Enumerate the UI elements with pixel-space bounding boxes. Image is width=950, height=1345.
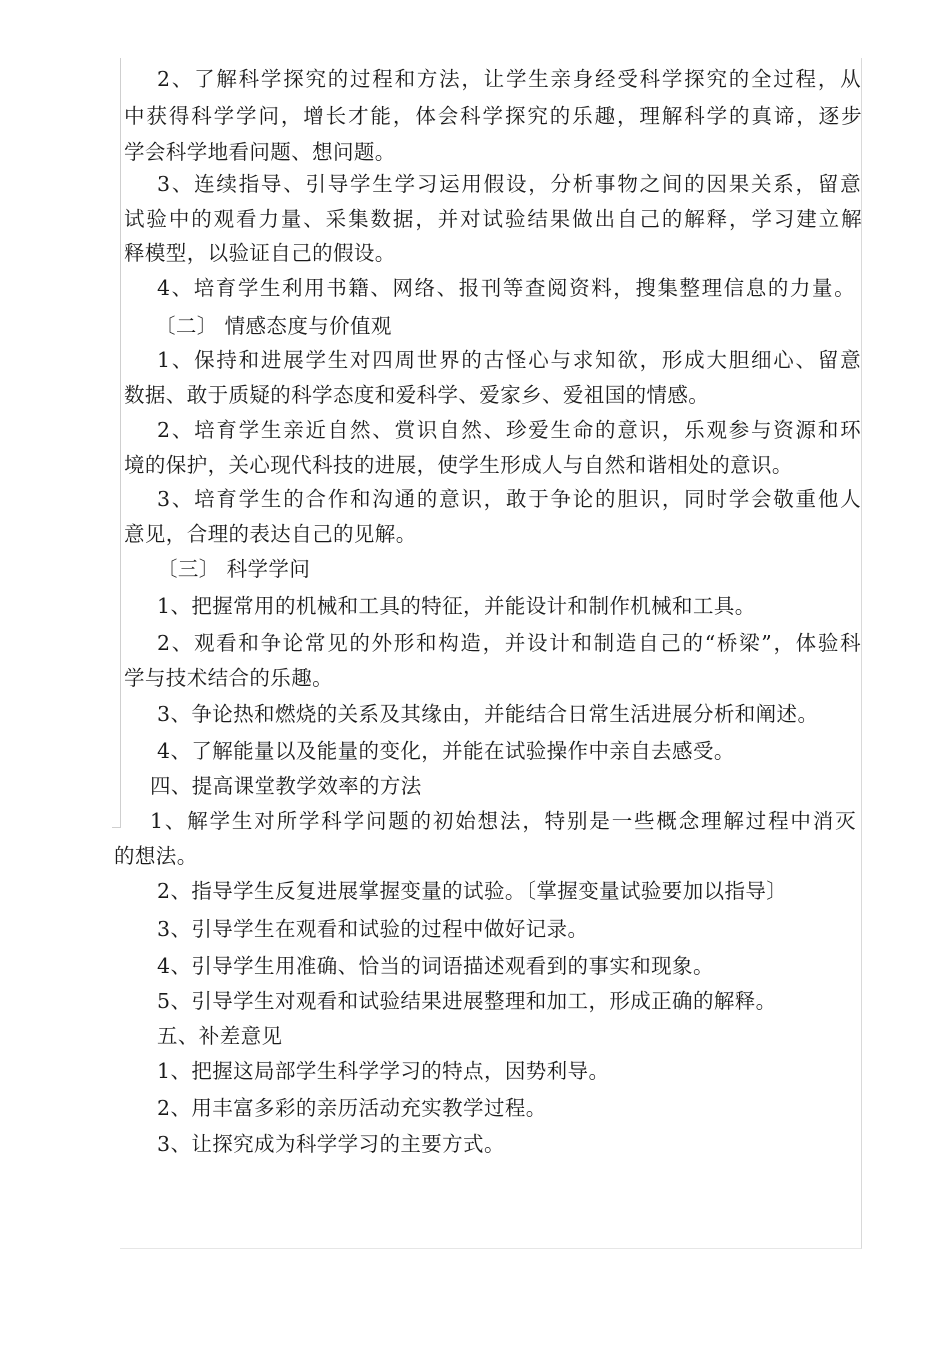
paragraph-line: 4、引导学生用准确、恰当的词语描述观看到的事实和现象。 [157, 954, 714, 978]
paragraph-line: 3、连续指导、引导学生学习运用假设，分析事物之间的因果关系，留意 [157, 172, 861, 196]
paragraph-line: 3、引导学生在观看和试验的过程中做好记录。 [157, 917, 589, 941]
section-heading: 〔二〕 情感态度与价值观 [155, 314, 392, 338]
paragraph-line: 的想法。 [114, 844, 198, 868]
paragraph-line: 数据、敢于质疑的科学态度和爱科学、爱家乡、爱祖国的情感。 [124, 383, 710, 407]
paragraph-line: 5、引导学生对观看和试验结果进展整理和加工，形成正确的解释。 [157, 989, 777, 1013]
paragraph-line: 2、了解科学探究的过程和方法，让学生亲身经受科学探究的全过程，从 [157, 67, 861, 91]
paragraph-line: 2、培育学生亲近自然、赏识自然、珍爱生命的意识，乐观参与资源和环 [157, 418, 861, 442]
paragraph-line: 3、让探究成为科学学习的主要方式。 [157, 1132, 505, 1156]
paragraph-line: 中获得科学学问，增长才能，体会科学探究的乐趣，理解科学的真谛，逐步 [124, 104, 862, 128]
section-heading: 四、提高课堂教学效率的方法 [150, 774, 422, 798]
paragraph-line: 3、争论热和燃烧的关系及其缘由，并能结合日常生活进展分析和阐述。 [157, 702, 819, 726]
paragraph-line: 意见，合理的表达自己的见解。 [124, 522, 417, 546]
paragraph-line: 2、指导学生反复进展掌握变量的试验。〔掌握变量试验要加以指导〕 [157, 879, 788, 903]
paragraph-line: 3、培育学生的合作和沟通的意识，敢于争论的胆识，同时学会敬重他人 [157, 487, 861, 511]
paragraph-line: 1、解学生对所学科学问题的初始想法，特别是一些概念理解过程中消灭 [150, 809, 856, 833]
paragraph-line: 2、用丰富多彩的亲历活动充实教学过程。 [157, 1096, 547, 1120]
paragraph-line: 1、把握这局部学生科学学习的特点，因势利导。 [157, 1059, 610, 1083]
paragraph-line: 境的保护，关心现代科技的进展，使学生形成人与自然和谐相处的意识。 [124, 453, 793, 477]
paragraph-line: 1、保持和进展学生对四周世界的古怪心与求知欲，形成大胆细心、留意 [157, 348, 861, 372]
paragraph-line: 释模型，以验证自己的假设。 [124, 241, 396, 265]
paragraph-line: 2、观看和争论常见的外形和构造，并设计和制造自己的“桥梁”，体验科 [157, 631, 861, 655]
paragraph-line: 试验中的观看力量、采集数据，并对试验结果做出自己的解释，学习建立解 [124, 207, 862, 231]
section-heading: 〔三〕 科学学问 [157, 557, 311, 581]
paragraph-line: 学会科学地看问题、想问题。 [124, 140, 396, 164]
paragraph-line: 4、培育学生利用书籍、网络、报刊等查阅资料，搜集整理信息的力量。 [157, 276, 855, 300]
paragraph-line: 1、把握常用的机械和工具的特征，并能设计和制作机械和工具。 [157, 594, 756, 618]
paragraph-line: 4、了解能量以及能量的变化，并能在试验操作中亲自去感受。 [157, 739, 735, 763]
section-heading: 五、补差意见 [157, 1024, 283, 1048]
paragraph-line: 学与技术结合的乐趣。 [124, 666, 333, 690]
